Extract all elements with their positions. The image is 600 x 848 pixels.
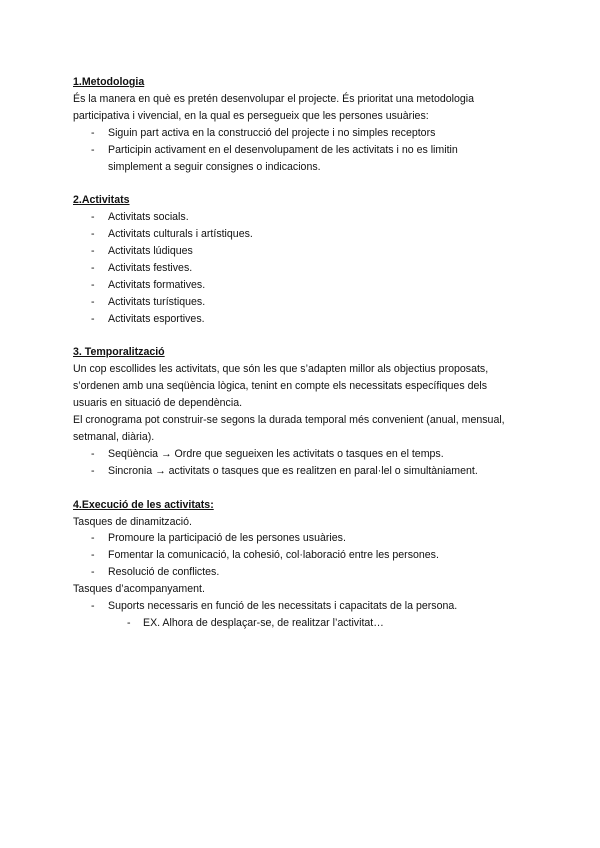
paragraph-line: setmanal, diària). — [73, 431, 155, 443]
paragraph-line: El cronograma pot construir-se segons la durada temporal més convenient (anual, mensual, — [73, 414, 505, 427]
dash-bullet-icon: - — [91, 532, 95, 545]
document-content — [73, 74, 533, 632]
dash-bullet-icon: - — [91, 143, 95, 156]
activity-item — [73, 226, 533, 243]
bullet-item — [73, 142, 533, 159]
section-heading-activitats: 2.Activitats — [73, 194, 130, 207]
bullet-text: Fomentar la comunicació, la cohesió, col·laboració entre les persones. — [108, 549, 439, 562]
activity-text: Activitats socials. — [108, 211, 189, 224]
dash-bullet-icon: - — [91, 600, 95, 613]
bullet-text: Resolució de conflictes. — [108, 566, 220, 579]
activity-item — [73, 209, 533, 226]
dash-bullet-icon: - — [91, 245, 95, 258]
dash-bullet-icon: - — [91, 447, 95, 460]
bullet-item — [73, 530, 533, 547]
activity-item — [73, 277, 533, 294]
activity-text: Activitats formatives. — [108, 278, 206, 291]
bullet-text: Promoure la participació de les persones usuàries. — [108, 532, 346, 545]
activity-text: Activitats lúdiques — [108, 245, 193, 258]
paragraph-line: Un cop escollides les activitats, que són les que s’adapten millor als objectius proposats, — [73, 363, 489, 376]
sub-bullet-item — [73, 615, 533, 632]
dash-bullet-icon: - — [91, 566, 95, 579]
dash-bullet-icon: - — [91, 295, 95, 308]
paragraph-line: usuaris en situació de dependència. — [73, 397, 243, 410]
activity-text: Activitats festives. — [108, 261, 193, 274]
dash-bullet-icon: - — [91, 261, 95, 274]
bullet-item — [73, 598, 533, 615]
activity-item — [73, 311, 533, 328]
dash-bullet-icon: - — [127, 616, 131, 629]
dash-bullet-icon: - — [91, 464, 95, 477]
bullet-text: Participin activament en el desenvolupament de les activitats i no es limitin — [108, 143, 458, 156]
bullet-text: Sincronia → activitats o tasques que es realitzen en paral·lel o simultàniament. — [108, 464, 478, 477]
bullet-item — [73, 125, 533, 142]
dash-bullet-icon: - — [91, 228, 95, 241]
dash-bullet-icon: - — [91, 312, 95, 325]
dash-bullet-icon: - — [91, 549, 95, 562]
activity-text: Activitats turístiques. — [108, 295, 206, 308]
subheading-acompanyament: Tasques d’acompanyament. — [73, 583, 205, 596]
section-heading-metodologia: 1.Metodologia — [73, 76, 145, 88]
section-heading-temporalitzacio: 3. Temporalització — [73, 346, 165, 359]
dash-bullet-icon: - — [91, 211, 95, 224]
bullet-item — [73, 463, 533, 480]
dash-bullet-icon: - — [91, 126, 95, 139]
bullet-continuation: simplement a seguir consignes o indicacions. — [108, 160, 321, 173]
activity-text: Activitats esportives. — [108, 312, 205, 325]
paragraph-line: participativa i vivencial, en la qual es persegueix que les persones usuàries: — [73, 109, 429, 122]
bullet-item — [73, 547, 533, 564]
activity-item — [73, 243, 533, 260]
bullet-text: Suports necessaris en funció de les necessitats i capacitats de la persona. — [108, 600, 458, 613]
bullet-item — [73, 446, 533, 463]
bullet-text: Seqüència → Ordre que segueixen les activitats o tasques en el temps. — [108, 447, 444, 460]
paragraph-line: s’ordenen amb una seqüència lògica, tenint en compte els necessitats específiques dels — [73, 380, 487, 393]
bullet-item — [73, 564, 533, 581]
activity-item — [73, 294, 533, 311]
section-heading-execucio: 4.Execució de les activitats: — [73, 498, 214, 511]
subheading-dinamitzacio: Tasques de dinamització. — [73, 515, 192, 528]
sub-bullet-text: EX. Alhora de desplaçar-se, de realitzar l’activitat… — [143, 616, 384, 629]
paragraph-line: És la manera en què es pretén desenvolupar el projecte. És prioritat una metodologia — [73, 92, 475, 105]
activity-item — [73, 260, 533, 277]
bullet-text: Siguin part activa en la construcció del projecte i no simples receptors — [108, 126, 436, 139]
dash-bullet-icon: - — [91, 278, 95, 291]
activity-text: Activitats culturals i artístiques. — [108, 228, 253, 241]
